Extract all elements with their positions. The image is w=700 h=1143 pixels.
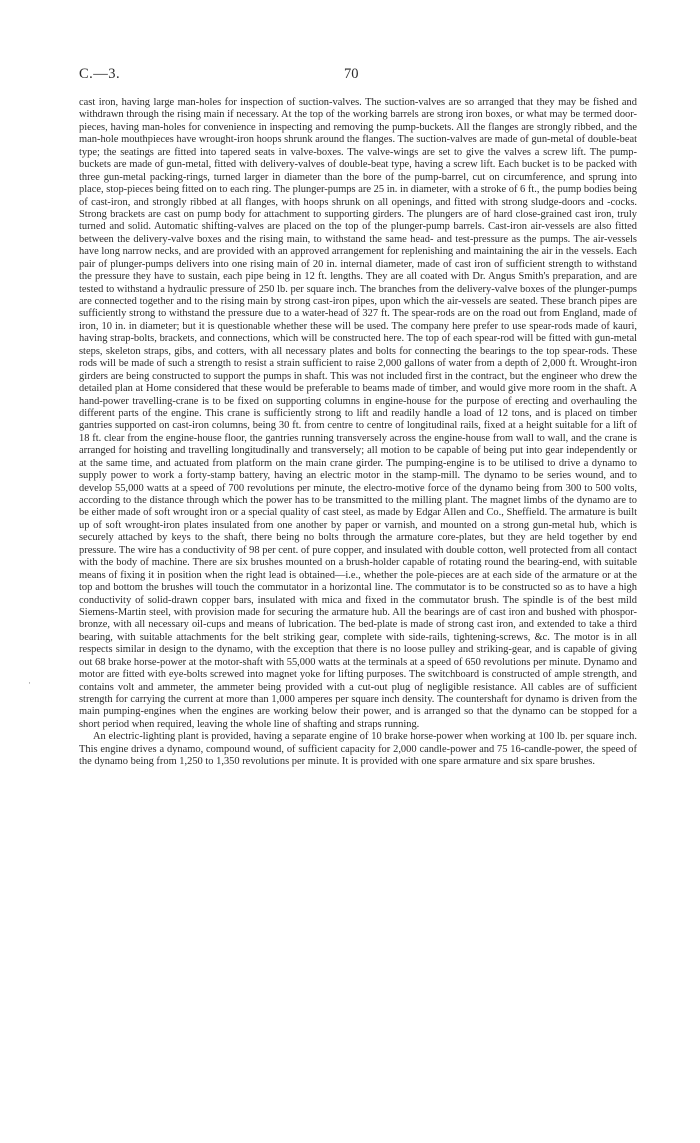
page-header: [79, 66, 637, 86]
margin-mark: ·: [28, 678, 31, 688]
document-reference: C.—3.: [79, 66, 121, 82]
paragraph-electric-lighting: An electric-lighting plant is provided, having a separate engine of 10 brake horse-power when working at 100 lb. per square inch. This engine drives a dynamo, compound wound, of sufficient capacity for 2,000 candle-power and 75 16-candle-power, the speed of the dynamo being from 1,250 to 1,350 revolutions per minute. It is provided with one spare armature and six spare brushes.: [79, 731, 637, 768]
page-number: 70: [344, 66, 359, 82]
paragraph-pumps-and-dynamo: cast iron, having large man-holes for inspection of suction-valves. The suction-valves are so arranged that they may be fished and withdrawn through the rising main if necessary. At the top of the working barrels are strong iron boxes, or what may be termed door-pieces, having man-holes for convenience in inspecting and removing the pump-buckets. All the flanges are strongly ribbed, and the man-hole mouthpieces have wrought-iron hoops shrunk around the flanges. The suction-valves are made of gun-metal of double-beat type; the seatings are fitted into tapered seats in valve-boxes. The valve-wings are set to give the valves a screw lift. The pump-buckets are made of gun-metal, fitted with delivery-valves of double-beat type, having a screw lift. Each bucket is to be packed with three gun-metal packing-rings, turned larger in diameter than the bore of the pump-barrel, cut on circumference, and sprung into place, stop-pieces being fitted on to each ring. The plunger-pumps are 25 in. in diameter, with a stroke of 6 ft., the pump bodies being of cast-iron, and strongly ribbed at all flanges, with hoops shrunk on all openings, and fitted with strong sludge-doors and -cocks. Strong brackets are cast on pump body for attachment to supporting girders. The plungers are of hard close-grained cast iron, truly turned and solid. Automatic shifting-valves are placed on the top of the plunger-pump barrels. Cast-iron air-vessels are also fitted between the delivery-valve boxes and the rising main, to withstand the same head- and test-pressure as the pumps. The air-vessels have long narrow necks, and are provided with an approved arrangement for replenishing and maintaining the air in the vessels. Each pair of plunger-pumps delivers into one rising main of 20 in. internal diameter, made of cast iron of sufficient strength to withstand the pressure they have to sustain, each pipe being in 12 ft. lengths. They are all coated with Dr. Angus Smith's preparation, and are tested to withstand a hydraulic pressure of 250 lb. per square inch. The branches from the delivery-valve boxes of the plunger-pumps are connected together and to the rising main by strong cast-iron pipes, upon which the air-vessels are seated. These branch pipes are sufficiently strong to withstand the pressure due to a water-head of 327 ft. The spear-rods are on the road out from England, made of iron, 10 in. in diameter; but it is questionable whether these will be used. The company here prefer to use spear-rods made of kauri, having strap-bolts, brackets, and connections, which will be constructed here. The top of each spear-rod will be fitted with gun-metal steps, skeleton straps, gibs, and cotters, with all necessary plates and bolts for connecting the bearings to the top spear-rods. These rods will be made of such a strength to resist a strain sufficient to raise 2,000 gallons of water from a depth of 2,000 ft. Wrought-iron girders are being constructed to support the pumps in shaft. This was not included first in the contract, but the engineer who drew the detailed plan at Home considered that these would be preferable to beams made of timber, and would give more room in the shaft. A hand-power travelling-crane is to be fixed on supporting columns in engine-house for the purpose of erecting and overhauling the different parts of the engine. This crane is sufficiently strong to lift and readily handle a load of 12 tons, and is placed on timber gantries supported on cast-iron columns, being 30 ft. from centre to centre of longitudinal rails, fixed at a height suitable for a lift of 18 ft. clear from the engine-house floor, the gantries running transversely across the engine-house from wall to wall, and the crane is arranged for hoisting and travelling longitudinally and transversely; all motion to be capable of being put into gear independently or at the same time, and actuated from platform on the main crane girder. The pumping-engine is to be utilised to drive a dynamo to supply power to work a forty-stamp battery, having an electric motor in the stamp-mill. The dynamo to be series wound, and to develop 55,000 watts at a speed of 700 revolutions per minute, the electro-motive force of the dynamo being from 300 to 500 volts, according to the distance through which the power has to be transmitted to the milling plant. The magnet limbs of the dynamo are to be either made of soft wrought iron or a special quality of cast steel, as made by Edgar Allen and Co., Sheffield. The armature is built up of soft wrought-iron plates insulated from one another by paper or varnish, and mounted on a strong gun-metal hub, which is securely attached by keys to the shaft, there being no bolts through the armature core-plates, but they are held together by end pressure. The wire has a conductivity of 98 per cent. of pure copper, and insulated with double cotton, well protected from all contact with the body of machine. There are six brushes mounted on a brush-holder capable of rotating round the bearing-end, with suitable means of fixing it in position when the right lead is obtained—i.e., whether the pole-pieces are at each side of the armature or at the top and bottom the brushes will touch the commutator in a horizontal line. The commutator is to be constructed so as to have a high conductivity of solid-drawn copper bars, insulated with mica and fixed in the commutator brush. The spindle is of the best mild Siemens-Martin steel, with provision made for securing the armature hub. All the bearings are of cast iron and bushed with phospor-bronze, with all necessary oil-cups and means of lubrication. The bed-plate is made of strong cast iron, and extended to take a third bearing, with suitable attachments for the belt striking gear, complete with side-rails, tightening-screws, &c. The motor is in all respects similar in design to the dynamo, with the exception that there is no loose pulley and striking-gear, and is capable of giving out 68 brake horse-power at the motor-shaft with 55,000 watts at the terminals at a speed of 650 revolutions per minute. Dynamo and motor are fitted with eye-bolts screwed into magnet yoke for lifting purposes. The switchboard is constructed of ample strength, and contains volt and ammeter, the ammeter being provided with a cut-out plug of negligible resistance. All cables are of sufficient strength for carrying the current at more than 1,000 amperes per square inch density. The countershaft for dynamo is driven from the main pumping-engines when the engines are working below their power, and is arranged so that the dynamo can be stopped for a short period when required, leaving the whole line of shafting and straps running.: [79, 97, 637, 730]
body-text: [79, 97, 637, 769]
